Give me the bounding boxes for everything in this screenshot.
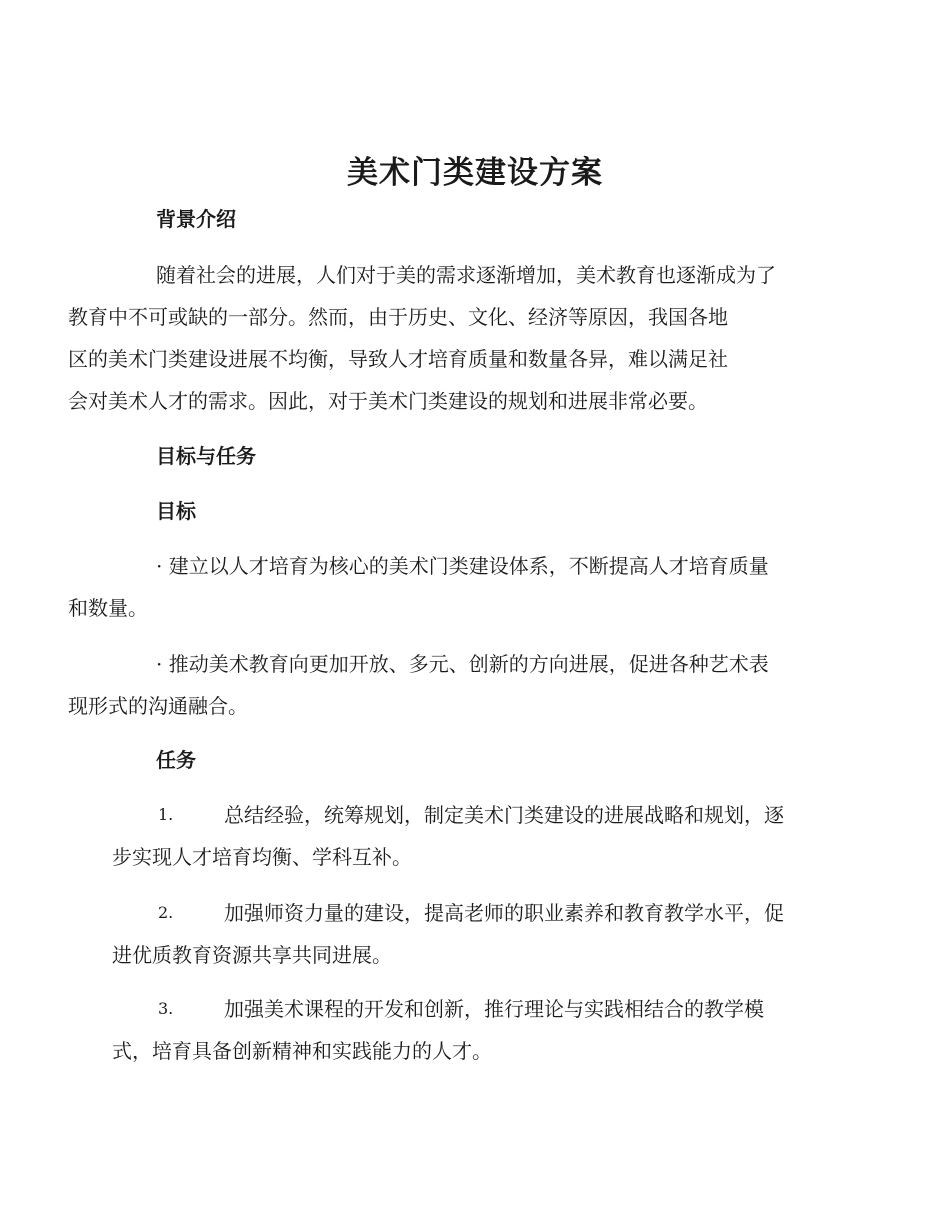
goal-line: · 推动美术教育向更加开放、多元、创新的方向进展，促进各种艺术表 <box>156 652 769 676</box>
goal-line: 和数量。 <box>68 596 148 620</box>
paragraph-line: 会对美术人才的需求。因此，对于美术门类建设的规划和进展非常必要。 <box>68 389 708 413</box>
heading-goals: 目标 <box>156 499 196 523</box>
heading-background: 背景介绍 <box>156 207 236 231</box>
task-item <box>112 988 834 1072</box>
task-number: 3. <box>158 999 174 1018</box>
document-title: 美术门类建设方案 <box>347 155 603 191</box>
heading-tasks: 任务 <box>156 748 196 772</box>
paragraph-line: 区的美术门类建设进展不均衡，导致人才培育质量和数量各异，难以满足社 <box>68 347 728 371</box>
task-line: 加强师资力量的建设，提高老师的职业素养和教育教学水平，促 <box>224 901 784 925</box>
goal-item <box>68 643 834 727</box>
task-line: 进优质教育资源共享共同进展。 <box>112 943 392 967</box>
paragraph-background <box>68 254 834 422</box>
paragraph-line: 随着社会的进展，人们对于美的需求逐渐增加，美术教育也逐渐成为了 <box>156 263 776 287</box>
task-number: 1. <box>158 805 174 824</box>
task-line: 式，培育具备创新精神和实践能力的人才。 <box>112 1039 492 1063</box>
goal-line: 现形式的沟通融合。 <box>68 694 248 718</box>
task-item <box>112 794 834 878</box>
task-number: 2. <box>158 903 174 922</box>
task-line: 加强美术课程的开发和创新，推行理论与实践相结合的教学模 <box>224 997 764 1021</box>
goal-line: · 建立以人才培育为核心的美术门类建设体系，不断提高人才培育质量 <box>156 554 769 578</box>
task-line: 步实现人才培育均衡、学科互补。 <box>112 845 412 869</box>
paragraph-line: 教育中不可或缺的一部分。然而，由于历史、文化、经济等原因，我国各地 <box>68 305 728 329</box>
task-item <box>112 892 834 976</box>
goal-item <box>68 545 834 629</box>
heading-goals-tasks: 目标与任务 <box>156 444 256 468</box>
task-line: 总结经验，统筹规划，制定美术门类建设的进展战略和规划，逐 <box>224 803 784 827</box>
